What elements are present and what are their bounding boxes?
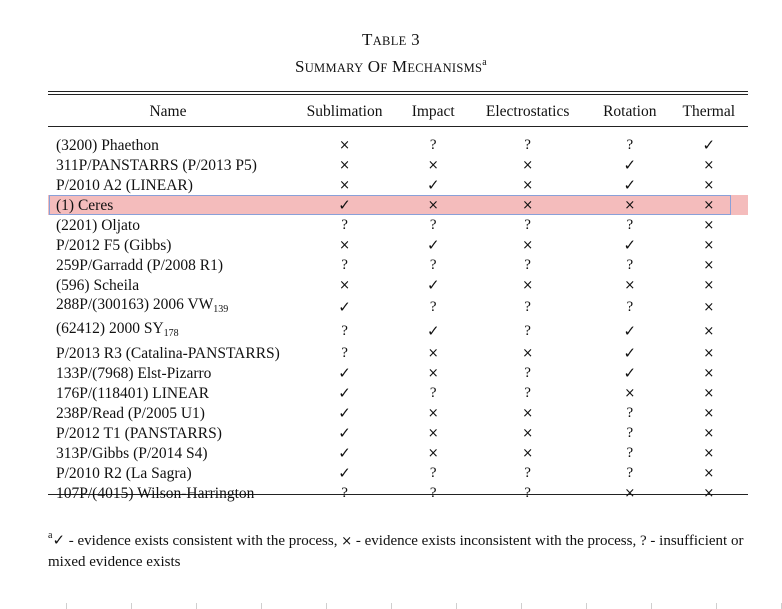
- cell-sublimation: [288, 319, 401, 343]
- footnote-text-inconsistent: - evidence exists inconsistent with the process,: [352, 533, 640, 549]
- cell-rotation: [590, 383, 670, 403]
- cell-thermal: [670, 483, 748, 503]
- object-name-text: 311P/PANSTARRS (P/2013 P5): [56, 156, 257, 174]
- table-row: [48, 235, 748, 255]
- cell-electrostatics: [465, 295, 590, 319]
- cross-mark: ×: [427, 406, 439, 421]
- cell-rotation: [590, 363, 670, 383]
- cross-mark: ×: [703, 158, 715, 173]
- question-mark: ?: [626, 405, 634, 421]
- cross-mark: ×: [427, 446, 439, 461]
- cell-thermal: [670, 175, 748, 195]
- cross-mark: ×: [703, 486, 715, 501]
- mechanisms-table: [48, 100, 748, 503]
- cross-mark: ×: [522, 198, 534, 213]
- column-header-electrostatics: Electrostatics: [485, 102, 570, 120]
- check-mark: ✓: [623, 175, 637, 194]
- check-mark: ✓: [623, 321, 637, 340]
- cross-mark: ×: [427, 198, 439, 213]
- table-row: [48, 215, 748, 235]
- ruler-tick: [456, 603, 457, 609]
- cross-mark: ×: [703, 386, 715, 401]
- object-name: [48, 155, 288, 175]
- object-name: [48, 423, 288, 443]
- cell-thermal: [670, 463, 748, 483]
- cross-mark: ×: [703, 178, 715, 193]
- question-mark: ?: [626, 465, 634, 481]
- question-mark: ?: [341, 323, 348, 339]
- cell-impact: [401, 255, 465, 275]
- cell-impact: [401, 155, 465, 175]
- question-mark: ?: [524, 217, 531, 233]
- check-mark: ✓: [426, 275, 440, 294]
- cell-thermal: [670, 295, 748, 319]
- question-mark: ?: [429, 465, 437, 481]
- cell-electrostatics: [465, 195, 590, 215]
- cell-impact: [401, 423, 465, 443]
- table-row: [48, 363, 748, 383]
- cell-impact: [401, 295, 465, 319]
- question-mark: ?: [524, 299, 531, 315]
- cell-rotation: [590, 135, 670, 155]
- question-mark: ?: [524, 365, 531, 381]
- cell-thermal: [670, 343, 748, 363]
- check-mark: ✓: [338, 297, 351, 316]
- cell-electrostatics: [465, 383, 590, 403]
- cell-electrostatics: [465, 319, 590, 343]
- top-rule-2: [48, 94, 748, 95]
- cell-thermal: [670, 403, 748, 423]
- cell-rotation: [590, 443, 670, 463]
- table-row: [48, 343, 748, 363]
- question-mark: ?: [341, 345, 348, 361]
- object-name-text: 313P/Gibbs (P/2014 S4): [56, 444, 208, 462]
- cross-mark: ×: [703, 466, 715, 481]
- question-mark: ?: [626, 425, 634, 441]
- spacer-row: [48, 123, 748, 135]
- cell-impact: [401, 403, 465, 423]
- cross-mark: ×: [703, 366, 715, 381]
- question-mark: ?: [429, 299, 437, 315]
- cross-mark: ×: [339, 138, 350, 153]
- check-mark: ✓: [623, 235, 637, 254]
- cell-impact: [401, 319, 465, 343]
- cell-electrostatics: [465, 135, 590, 155]
- object-name: [48, 255, 288, 275]
- table-row: [48, 319, 748, 343]
- object-name-text: P/2012 T1 (PANSTARRS): [56, 424, 222, 442]
- table-row: [48, 175, 748, 195]
- check-mark: ✓: [623, 363, 637, 382]
- table-row: [48, 403, 748, 423]
- ruler-tick: [261, 603, 262, 609]
- cell-thermal: [670, 255, 748, 275]
- cell-rotation: [590, 403, 670, 423]
- ruler-tick: [716, 603, 717, 609]
- question-mark: ?: [341, 485, 348, 501]
- cell-impact: [401, 343, 465, 363]
- table-row: [48, 295, 748, 319]
- cell-sublimation: [288, 343, 401, 363]
- question-mark: ?: [524, 257, 531, 273]
- object-name-text: (62412) 2000 SY: [56, 320, 164, 337]
- check-mark: ✓: [338, 443, 351, 462]
- object-name-text: P/2010 A2 (LINEAR): [56, 176, 193, 194]
- cell-impact: [401, 363, 465, 383]
- cell-sublimation: [288, 275, 401, 295]
- ruler-tick: [66, 603, 67, 609]
- check-mark: ✓: [338, 403, 351, 422]
- cell-thermal: [670, 363, 748, 383]
- check-mark: ✓: [338, 423, 351, 442]
- cell-electrostatics: [465, 483, 590, 503]
- top-rule-1: [48, 91, 748, 92]
- cross-mark: ×: [624, 198, 636, 213]
- cell-electrostatics: [465, 463, 590, 483]
- cell-electrostatics: [465, 363, 590, 383]
- footnote-cross-symbol: ×: [341, 534, 353, 549]
- object-name-text: 133P/(7968) Elst-Pizarro: [56, 364, 212, 382]
- cross-mark: ×: [703, 198, 715, 213]
- object-name: [48, 463, 288, 483]
- cell-thermal: [670, 135, 748, 155]
- cross-mark: ×: [427, 346, 439, 361]
- cross-mark: ×: [522, 446, 534, 461]
- table-body: [48, 123, 748, 503]
- cell-rotation: [590, 215, 670, 235]
- subtitle-note-mark: a: [482, 57, 488, 68]
- cell-electrostatics: [465, 403, 590, 423]
- object-name-text: 238P/Read (P/2005 U1): [56, 404, 205, 422]
- question-mark: ?: [429, 137, 437, 153]
- question-mark: ?: [524, 323, 531, 339]
- question-mark: ?: [429, 217, 437, 233]
- table-row: [48, 155, 748, 175]
- cross-mark: ×: [339, 278, 350, 293]
- cross-mark: ×: [624, 278, 636, 293]
- table-row: [48, 483, 748, 503]
- cross-mark: ×: [522, 178, 534, 193]
- cell-impact: [401, 195, 465, 215]
- object-name-text: (1) Ceres: [56, 196, 114, 214]
- question-mark: ?: [626, 445, 634, 461]
- check-mark: ✓: [426, 175, 440, 194]
- table-row: [48, 135, 748, 155]
- cell-electrostatics: [465, 443, 590, 463]
- object-name-text: 259P/Garradd (P/2008 R1): [56, 256, 224, 274]
- question-mark: ?: [626, 217, 634, 233]
- ruler-tick: [391, 603, 392, 609]
- cell-sublimation: [288, 255, 401, 275]
- cross-mark: ×: [624, 386, 636, 401]
- cell-thermal: [670, 319, 748, 343]
- cell-electrostatics: [465, 155, 590, 175]
- check-mark: ✓: [338, 463, 351, 482]
- cross-mark: ×: [522, 158, 534, 173]
- cell-impact: [401, 275, 465, 295]
- object-name: [48, 383, 288, 403]
- object-name-text: P/2013 R3 (Catalina-PANSTARRS): [56, 344, 280, 362]
- cross-mark: ×: [624, 486, 636, 501]
- cell-thermal: [670, 275, 748, 295]
- table-row: [48, 195, 748, 215]
- question-mark: ?: [341, 257, 348, 273]
- footnote-text-consistent: - evidence exists consistent with the process,: [65, 533, 342, 549]
- cross-mark: ×: [703, 238, 715, 253]
- question-mark: ?: [341, 217, 348, 233]
- question-mark: ?: [524, 137, 531, 153]
- cell-electrostatics: [465, 255, 590, 275]
- cross-mark: ×: [703, 300, 715, 315]
- object-name-subscript: 139: [213, 304, 229, 315]
- ruler-tick: [326, 603, 327, 609]
- cell-sublimation: [288, 383, 401, 403]
- question-mark: ?: [429, 385, 437, 401]
- object-name: [48, 275, 288, 295]
- column-header-sublimation: Sublimation: [306, 102, 383, 120]
- table-row: [48, 275, 748, 295]
- check-mark: ✓: [338, 195, 351, 214]
- object-name: [48, 403, 288, 423]
- footnote-mark: a: [48, 530, 53, 541]
- cell-rotation: [590, 175, 670, 195]
- column-header-impact: Impact: [411, 102, 455, 120]
- object-name-text: 176P/(118401) LINEAR: [56, 384, 210, 402]
- table-row: [48, 383, 748, 403]
- cell-sublimation: [288, 403, 401, 423]
- cross-mark: ×: [339, 238, 350, 253]
- cell-impact: [401, 135, 465, 155]
- cell-electrostatics: [465, 215, 590, 235]
- table-row: [48, 463, 748, 483]
- cross-mark: ×: [339, 178, 350, 193]
- cell-thermal: [670, 383, 748, 403]
- object-name-text: 107P/(4015) Wilson-Harrington: [56, 484, 255, 502]
- check-mark: ✓: [426, 321, 440, 340]
- column-header-name: Name: [149, 102, 187, 120]
- question-mark: ?: [524, 385, 531, 401]
- cell-sublimation: [288, 135, 401, 155]
- bottom-ruler-ticks: [0, 603, 782, 609]
- cell-thermal: [670, 443, 748, 463]
- cell-impact: [401, 443, 465, 463]
- cell-electrostatics: [465, 275, 590, 295]
- table-title: TABLE 3: [362, 30, 420, 49]
- footnote-question-symbol: ?: [639, 533, 647, 549]
- column-header-rotation: Rotation: [603, 102, 657, 120]
- object-name-text: P/2012 F5 (Gibbs): [56, 236, 172, 254]
- object-name-text: P/2010 R2 (La Sagra): [56, 464, 192, 482]
- cell-sublimation: [288, 443, 401, 463]
- cell-sublimation: [288, 155, 401, 175]
- cell-thermal: [670, 235, 748, 255]
- object-name: [48, 443, 288, 463]
- cell-thermal: [670, 423, 748, 443]
- table-row: [48, 255, 748, 275]
- cell-impact: [401, 463, 465, 483]
- cell-rotation: [590, 155, 670, 175]
- cell-sublimation: [288, 235, 401, 255]
- cell-rotation: [590, 235, 670, 255]
- question-mark: ?: [429, 257, 437, 273]
- cell-electrostatics: [465, 235, 590, 255]
- cross-mark: ×: [703, 346, 715, 361]
- ruler-tick: [651, 603, 652, 609]
- cell-thermal: [670, 215, 748, 235]
- cross-mark: ×: [703, 406, 715, 421]
- table-subtitle: SUMMARY OF MECHANISMS$^a$: [294, 57, 488, 76]
- cell-rotation: [590, 295, 670, 319]
- cross-mark: ×: [703, 278, 715, 293]
- object-name-subscript: 178: [163, 328, 179, 339]
- check-mark: ✓: [426, 235, 440, 254]
- object-name-text: (2201) Oljato: [56, 216, 140, 234]
- footnote-check-symbol: ✓: [52, 531, 66, 549]
- object-name-text: (596) Scheila: [56, 276, 140, 294]
- question-mark: ?: [626, 137, 634, 153]
- cell-sublimation: [288, 423, 401, 443]
- cell-rotation: [590, 483, 670, 503]
- cross-mark: ×: [339, 158, 350, 173]
- cell-impact: [401, 175, 465, 195]
- cell-impact: [401, 235, 465, 255]
- cross-mark: ×: [427, 366, 439, 381]
- question-mark: ?: [524, 485, 531, 501]
- cell-rotation: [590, 343, 670, 363]
- object-name: [48, 215, 288, 235]
- cross-mark: ×: [522, 238, 534, 253]
- cross-mark: ×: [522, 406, 534, 421]
- cross-mark: ×: [427, 426, 439, 441]
- cell-sublimation: [288, 463, 401, 483]
- ruler-tick: [586, 603, 587, 609]
- cross-mark: ×: [427, 158, 439, 173]
- object-name-text: (3200) Phaethon: [56, 136, 159, 154]
- cell-sublimation: [288, 175, 401, 195]
- cross-mark: ×: [703, 426, 715, 441]
- question-mark: ?: [429, 485, 437, 501]
- object-name: [48, 135, 288, 155]
- object-name: [48, 175, 288, 195]
- cell-impact: [401, 383, 465, 403]
- ruler-tick: [131, 603, 132, 609]
- cell-rotation: [590, 255, 670, 275]
- ruler-tick: [196, 603, 197, 609]
- cell-rotation: [590, 319, 670, 343]
- cell-sublimation: [288, 483, 401, 503]
- object-name: [48, 483, 288, 503]
- question-mark: ?: [626, 257, 634, 273]
- cross-mark: ×: [703, 258, 715, 273]
- check-mark: ✓: [623, 343, 637, 362]
- cell-thermal: [670, 155, 748, 175]
- cell-rotation: [590, 275, 670, 295]
- cell-sublimation: [288, 195, 401, 215]
- object-name: [48, 363, 288, 383]
- cell-rotation: [590, 423, 670, 443]
- cell-electrostatics: [465, 175, 590, 195]
- cell-impact: [401, 483, 465, 503]
- check-mark: ✓: [338, 363, 351, 382]
- check-mark: ✓: [623, 155, 637, 174]
- object-name-text: 288P/(300163) 2006 VW: [56, 296, 214, 313]
- check-mark: ✓: [338, 383, 351, 402]
- cell-electrostatics: [465, 343, 590, 363]
- cell-sublimation: [288, 363, 401, 383]
- ruler-tick: [521, 603, 522, 609]
- table-footnote: [48, 525, 768, 573]
- cross-mark: ×: [703, 446, 715, 461]
- table-row: [48, 423, 748, 443]
- object-name: [48, 235, 288, 255]
- object-name: [48, 319, 288, 343]
- check-mark: ✓: [702, 135, 716, 154]
- table-row: [48, 443, 748, 463]
- object-name: [48, 195, 288, 215]
- cross-mark: ×: [703, 324, 715, 339]
- cross-mark: ×: [522, 346, 534, 361]
- question-mark: ?: [626, 299, 634, 315]
- object-name: [48, 343, 288, 363]
- object-name: [48, 295, 288, 319]
- table-header-row: [48, 100, 748, 123]
- cross-mark: ×: [522, 278, 534, 293]
- question-mark: ?: [524, 465, 531, 481]
- cell-sublimation: [288, 295, 401, 319]
- cell-rotation: [590, 195, 670, 215]
- cell-sublimation: [288, 215, 401, 235]
- cell-electrostatics: [465, 423, 590, 443]
- cross-mark: ×: [522, 426, 534, 441]
- cell-rotation: [590, 463, 670, 483]
- column-header-thermal: Thermal: [682, 102, 736, 120]
- cell-thermal: [670, 195, 748, 215]
- footnote-text-insufficient: - insufficient or mixed evidence exists: [48, 533, 744, 570]
- cell-impact: [401, 215, 465, 235]
- cross-mark: ×: [703, 218, 715, 233]
